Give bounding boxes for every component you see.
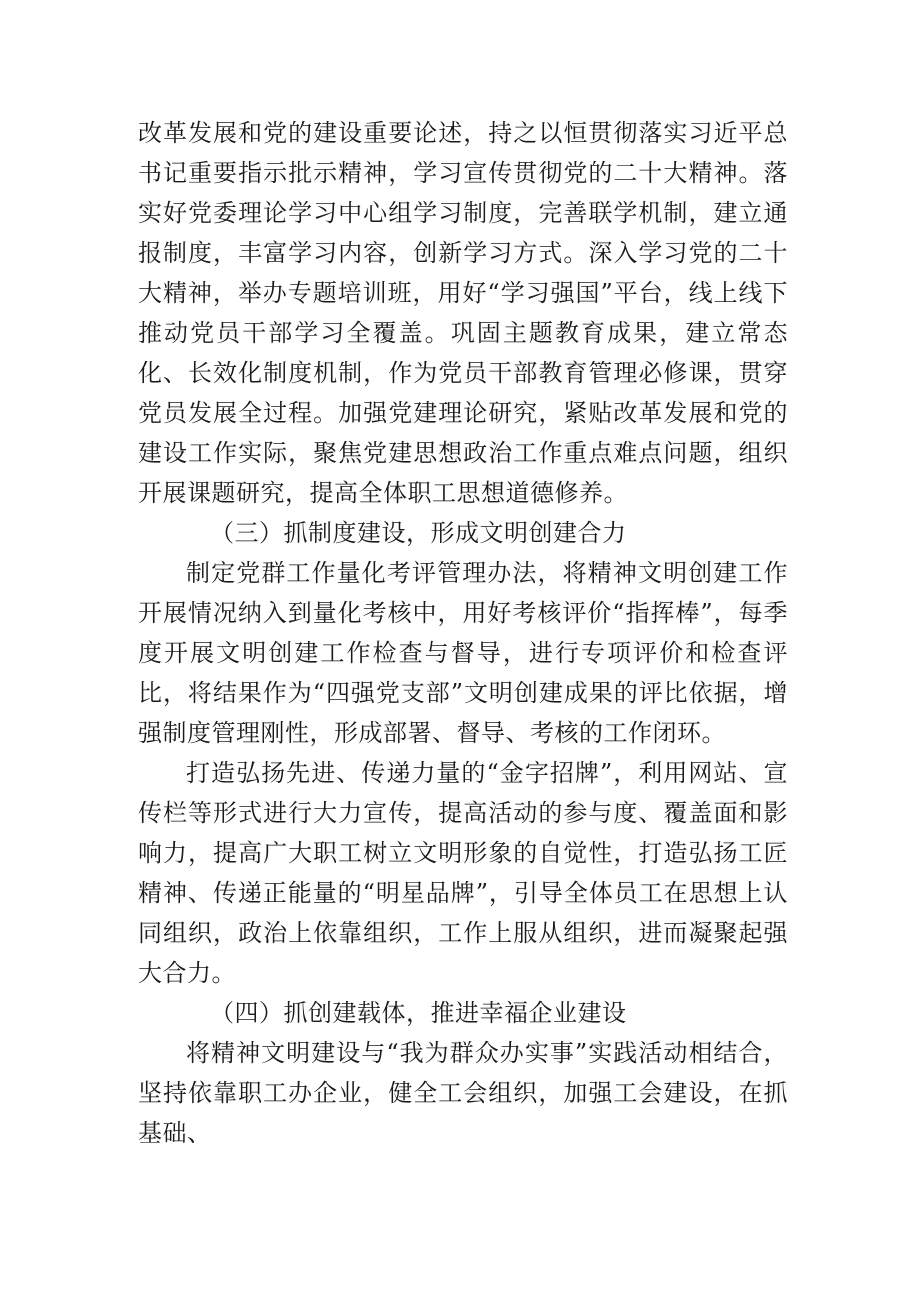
paragraph-golden-brand: 打造弘扬先进、传递力量的“金字招牌”，利用网站、宣传栏等形式进行大力宣传，提高活动的参与度、覆盖面和影响力，提高广大职工树立文明形象的自觉性，打造弘扬工匠精神、传递正能量的“明星品牌”，引导全体员工在思想上认同组织，政治上依靠组织，工作上服从组织，进而凝聚起强大合力。 [138, 759, 788, 987]
paragraph-happy-enterprise: 将精神文明建设与“我为群众办实事”实践活动相结合，坚持依靠职工办企业，健全工会组织，加强工会建设，在抓基础、 [138, 1039, 788, 1147]
document-body [138, 113, 788, 1153]
section-heading-4: （四）抓创建载体，推进幸福企业建设 [210, 999, 627, 1027]
section-heading-3: （三）抓制度建设，形成文明创建合力 [210, 519, 627, 547]
paragraph-continuation: 改革发展和党的建设重要论述，持之以恒贯彻落实习近平总书记重要指示批示精神，学习宣传贯彻党的二十大精神。落实好党委理论学习中心组学习制度，完善联学机制，建立通报制度，丰富学习内容，创新学习方式。深入学习党的二十大精神，举办专题培训班，用好“学习强国”平台，线上线下推动党员干部学习全覆盖。巩固主题教育成果，建立常态化、长效化制度机制，作为党员干部教育管理必修课，贯穿党员发展全过程。加强党建理论研究，紧贴改革发展和党的建设工作实际，聚焦党建思想政治工作重点难点问题，组织开展课题研究，提高全体职工思想道德修养。 [138, 119, 788, 507]
paragraph-system-building: 制定党群工作量化考评管理办法，将精神文明创建工作开展情况纳入到量化考核中，用好考核评价“指挥棒”，每季度开展文明创建工作检查与督导，进行专项评价和检查评比，将结果作为“四强党支部”文明创建成果的评比依据，增强制度管理刚性，形成部署、督导、考核的工作闭环。 [138, 559, 788, 747]
